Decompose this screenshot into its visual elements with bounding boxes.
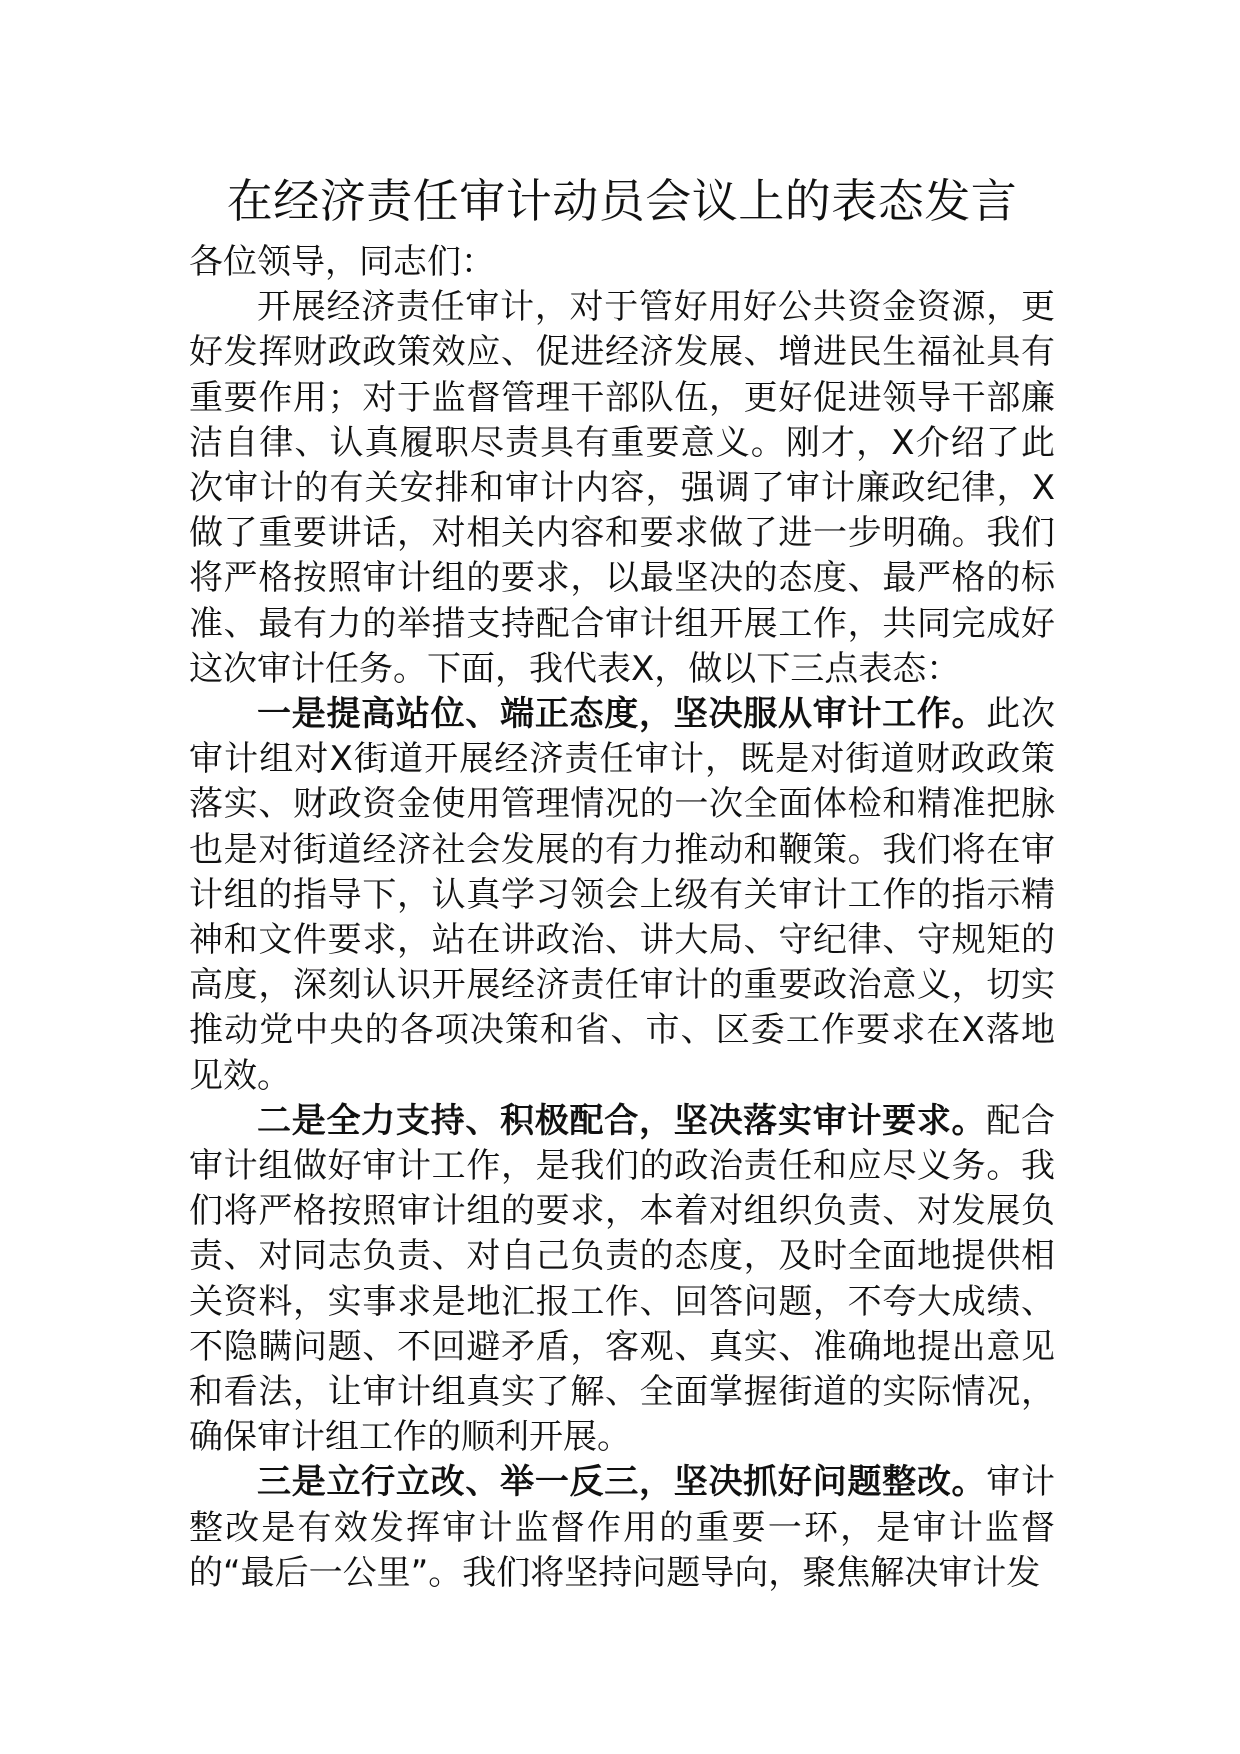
paragraph-intro xyxy=(189,285,1055,692)
paragraph-text: 审计整改是有效发挥审计监督作用的重要一环，是审计监督的“最后一公里”。我们将坚持问题导向，聚焦解决审计发 xyxy=(189,1462,1056,1593)
paragraph-point-one xyxy=(189,692,1055,1099)
salutation: 各位领导，同志们： xyxy=(189,242,495,282)
paragraph-point-two xyxy=(189,1099,1055,1461)
document-page xyxy=(189,162,1055,1596)
paragraph-text: 开展经济责任审计，对于管好用好公共资金资源，更好发挥财政政策效应、促进经济发展、增进民生福祉具有重要作用；对于监督管理干部队伍，更好促进领导干部廉洁自律、认真履职尽责具有重要意义。刚才，X介绍了此次审计的有关安排和审计内容，强调了审计廉政纪律，X做了重要讲话，对相关内容和要求做了进一步明确。我们将严格按照审计组的要求，以最坚决的态度、最严格的标准、最有力的举措支持配合审计组开展工作，共同完成好这次审计任务。下面，我代表X，做以下三点表态： xyxy=(189,287,1055,689)
paragraph-lead: 三是立行立改、举一反三，坚决抓好问题整改。 xyxy=(257,1462,987,1503)
paragraph-lead: 二是全力支持、积极配合，坚决落实审计要求。 xyxy=(257,1100,987,1141)
paragraph-text: 此次审计组对X街道开展经济责任审计，既是对街道财政政策落实、财政资金使用管理情况的一次全面体检和精准把脉也是对街道经济社会发展的有力推动和鞭策。我们将在审计组的指导下，认真学习领会上级有关审计工作的指示精神和文件要求，站在讲政治、讲大局、守纪律、守规矩的高度，深刻认识开展经济责任审计的重要政治意义，切实推动党中央的各项决策和省、市、区委工作要求在X落地见效。 xyxy=(189,694,1056,1096)
paragraph-point-three xyxy=(189,1460,1055,1596)
document-title: 在经济责任审计动员会议上的表态发言 xyxy=(226,174,1018,228)
document-body xyxy=(189,240,1055,1596)
paragraph-text: 配合审计组做好审计工作，是我们的政治责任和应尽义务。我们将严格按照审计组的要求，本着对组织负责、对发展负责、对同志负责、对自己负责的态度，及时全面地提供相关资料，实事求是地汇报工作、回答问题，不夸大成绩、不隐瞒问题、不回避矛盾，客观、真实、准确地提出意见和看法，让审计组真实了解、全面掌握街道的实际情况，确保审计组工作的顺利开展。 xyxy=(189,1100,1056,1458)
paragraph-lead: 一是提高站位、端正态度，坚决服从审计工作。 xyxy=(257,694,987,735)
